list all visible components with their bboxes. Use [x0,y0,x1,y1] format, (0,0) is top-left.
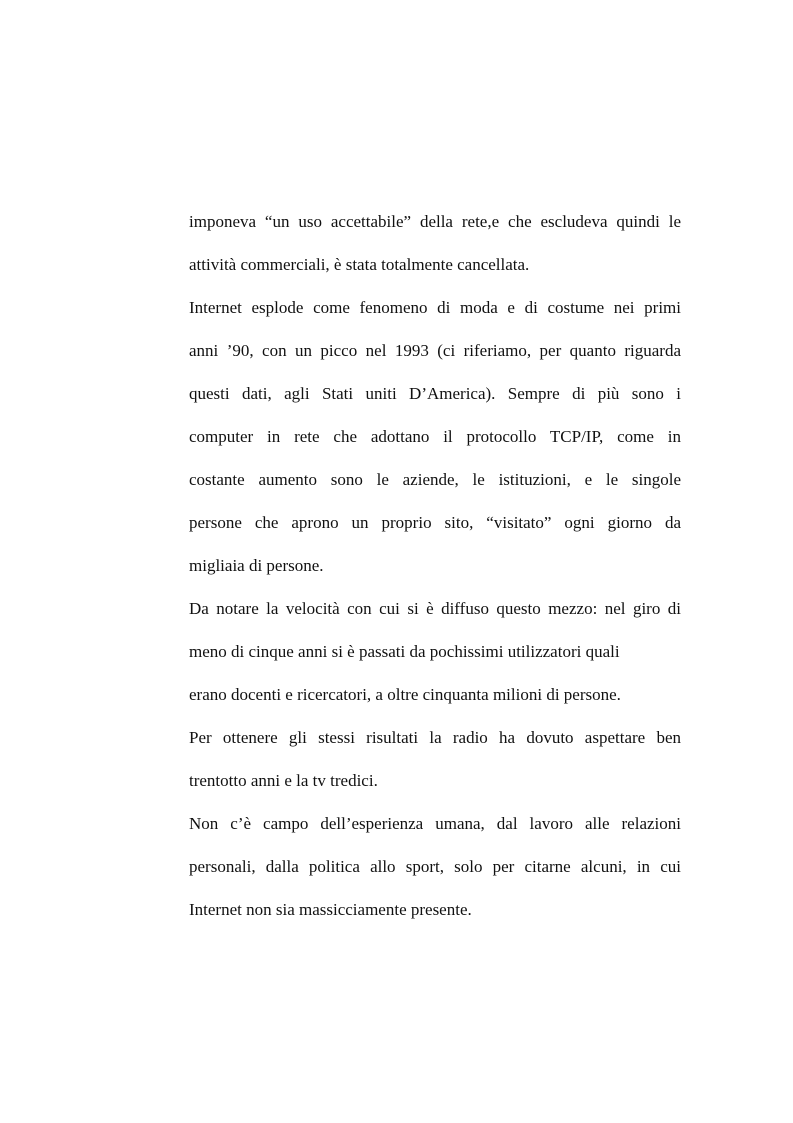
text-line: costante aumento sono le aziende, le istituzioni, e le singole [189,470,681,489]
text-line: trentotto anni e la tv tredici. [189,771,378,790]
text-line: Per ottenere gli stessi risultati la radio ha dovuto aspettare ben [189,728,681,747]
body-text [189,200,681,931]
text-line: erano docenti e ricercatori, a oltre cinquanta milioni di persone. [189,685,621,704]
text-line: Internet non sia massicciamente presente. [189,900,472,919]
text-line: Internet esplode come fenomeno di moda e di costume nei primi [189,298,681,317]
text-line: Da notare la velocità con cui si è diffuso questo mezzo: nel giro di [189,599,681,618]
text-line: Non c’è campo dell’esperienza umana, dal lavoro alle relazioni [189,814,681,833]
text-line: migliaia di persone. [189,556,324,575]
text-line: personali, dalla politica allo sport, solo per citarne alcuni, in cui [189,857,681,876]
text-line: attività commerciali, è stata totalmente cancellata. [189,255,530,274]
text-line: anni ’90, con un picco nel 1993 (ci riferiamo, per quanto riguarda [189,341,681,360]
text-line: meno di cinque anni si è passati da pochissimi utilizzatori quali [189,642,620,661]
text-line: persone che aprono un proprio sito, “visitato” ogni giorno da [189,513,681,532]
text-line: computer in rete che adottano il protocollo TCP/IP, come in [189,427,681,446]
text-line: questi dati, agli Stati uniti D’America). Sempre di più sono i [189,384,681,403]
text-line: imponeva “un uso accettabile” della rete,e che escludeva quindi le [189,212,681,231]
